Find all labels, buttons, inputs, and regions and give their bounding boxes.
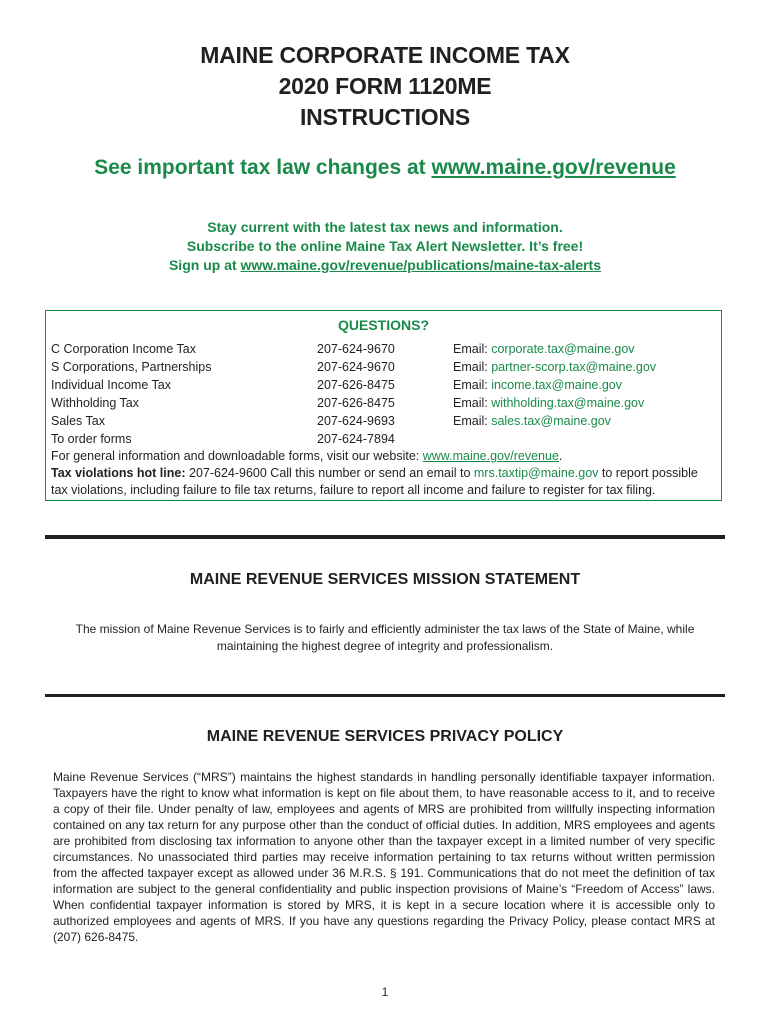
email-label: Email: xyxy=(453,378,492,392)
email-link[interactable]: partner-scorp.tax@maine.gov xyxy=(491,360,657,374)
page-number: 1 xyxy=(381,985,389,999)
title-line-3: INSTRUCTIONS xyxy=(299,104,471,130)
contact-phone: 207-626-8475 xyxy=(317,378,395,392)
title-line-1: MAINE CORPORATE INCOME TAX xyxy=(200,42,570,68)
newsletter-notice xyxy=(0,218,770,275)
email-label: Email: xyxy=(453,342,492,356)
privacy-title: MAINE REVENUE SERVICES PRIVACY POLICY xyxy=(206,728,564,745)
signup-prefix: Sign up at xyxy=(168,257,241,273)
hotline-email-link[interactable]: mrs.taxtip@maine.gov xyxy=(473,466,599,480)
general-info-suffix: . xyxy=(558,449,563,463)
contact-phone: 207-624-7894 xyxy=(317,432,395,446)
contact-phone: 207-624-9693 xyxy=(317,414,395,428)
contact-email xyxy=(453,358,656,376)
revenue-website-link[interactable]: www.maine.gov/revenue xyxy=(431,156,676,179)
newsletter-line-1: Stay current with the latest tax news and information. xyxy=(207,219,563,235)
general-info xyxy=(51,448,717,465)
email-label: Email: xyxy=(453,396,492,410)
contact-phone: 207-626-8475 xyxy=(317,396,395,410)
contact-row xyxy=(51,376,717,394)
mission-line-1: The mission of Maine Revenue Services is to fairly and efficiently administer the tax laws of the State of Maine, while xyxy=(75,622,695,636)
hotline-text-1: 207-624-9600 Call this number or send an email to xyxy=(185,466,474,480)
questions-info xyxy=(51,448,717,499)
section-divider xyxy=(45,535,725,539)
contact-label: To order forms xyxy=(51,432,132,446)
tax-law-changes-notice xyxy=(0,155,770,181)
contact-email xyxy=(453,412,611,430)
contact-row xyxy=(51,430,717,448)
privacy-text: Maine Revenue Services (“MRS”) maintains the highest standards in handling personally identifiable taxpayer information. Taxpayers have the right to know what information is kept on file about them, to have reasonable access to it, and to receive a copy of their file. Under penalty of law, employees and agents of MRS are prohibited from willfully inspecting information contained on any tax return for any purpose other than the conduct of official duties. In addition, MRS employees and agents are prohibited from disclosing tax information to anyone other than the taxpayer except in a limited number of very specific circumstances. No unassociated third parties may receive information pertaining to tax returns without written permission from the affected taxpayer except as allowed under 36 M.R.S. § 191. Communications that do not meet the definition of tax information are subject to the general confidentiality and public inspection provisions of Maine’s “Freedom of Access” laws. When confidential taxpayer information is stored by MRS, it is kept in a secure location where it is accessible only to authorized employees and agents of MRS. If you have any questions regarding the Privacy Policy, please contact MRS at (207) 626-8475. xyxy=(53,770,715,944)
contact-email xyxy=(453,340,635,358)
contact-label: Withholding Tax xyxy=(51,396,140,410)
page-title xyxy=(0,40,770,133)
contact-label: Individual Income Tax xyxy=(51,378,171,392)
contact-table xyxy=(51,340,717,448)
contact-label: C Corporation Income Tax xyxy=(51,342,196,356)
title-line-2: 2020 FORM 1120ME xyxy=(278,73,492,99)
mission-line-2: maintaining the highest degree of integrity and professionalism. xyxy=(216,639,554,653)
general-info-link[interactable]: www.maine.gov/revenue xyxy=(422,449,559,463)
contact-phone: 207-624-9670 xyxy=(317,342,395,356)
email-link[interactable]: income.tax@maine.gov xyxy=(491,378,623,392)
email-label: Email: xyxy=(453,414,492,428)
tax-alerts-link[interactable]: www.maine.gov/revenue/publications/maine-tax-alerts xyxy=(240,257,602,273)
contact-row xyxy=(51,394,717,412)
email-link[interactable]: withholding.tax@maine.gov xyxy=(491,396,645,410)
contact-label: S Corporations, Partnerships xyxy=(51,360,212,374)
mission-text xyxy=(45,621,725,655)
notice-prefix: See important tax law changes at xyxy=(94,156,432,179)
contact-label: Sales Tax xyxy=(51,414,105,428)
email-label: Email: xyxy=(453,360,492,374)
general-info-text: For general information and downloadable forms, visit our website: xyxy=(51,449,423,463)
section-divider xyxy=(45,694,725,697)
email-link[interactable]: sales.tax@maine.gov xyxy=(491,414,611,428)
contact-row xyxy=(51,412,717,430)
contact-row xyxy=(51,358,717,376)
questions-title: QUESTIONS? xyxy=(337,317,429,333)
newsletter-line-2: Subscribe to the online Maine Tax Alert Newsletter. It’s free! xyxy=(186,238,584,254)
hotline-label: Tax violations hot line: xyxy=(51,466,186,480)
newsletter-line-3 xyxy=(0,256,770,275)
questions-box xyxy=(45,310,722,501)
email-link[interactable]: corporate.tax@maine.gov xyxy=(491,342,635,356)
contact-email xyxy=(453,376,622,394)
mission-title: MAINE REVENUE SERVICES MISSION STATEMENT xyxy=(189,571,581,588)
contact-phone: 207-624-9670 xyxy=(317,360,395,374)
contact-email xyxy=(453,394,644,412)
contact-row xyxy=(51,340,717,358)
hotline-text-2: to report possible tax violations, including failure to file tax returns, failure to report all income and failure to register for tax filing. xyxy=(51,466,698,497)
hotline-info xyxy=(51,465,717,499)
